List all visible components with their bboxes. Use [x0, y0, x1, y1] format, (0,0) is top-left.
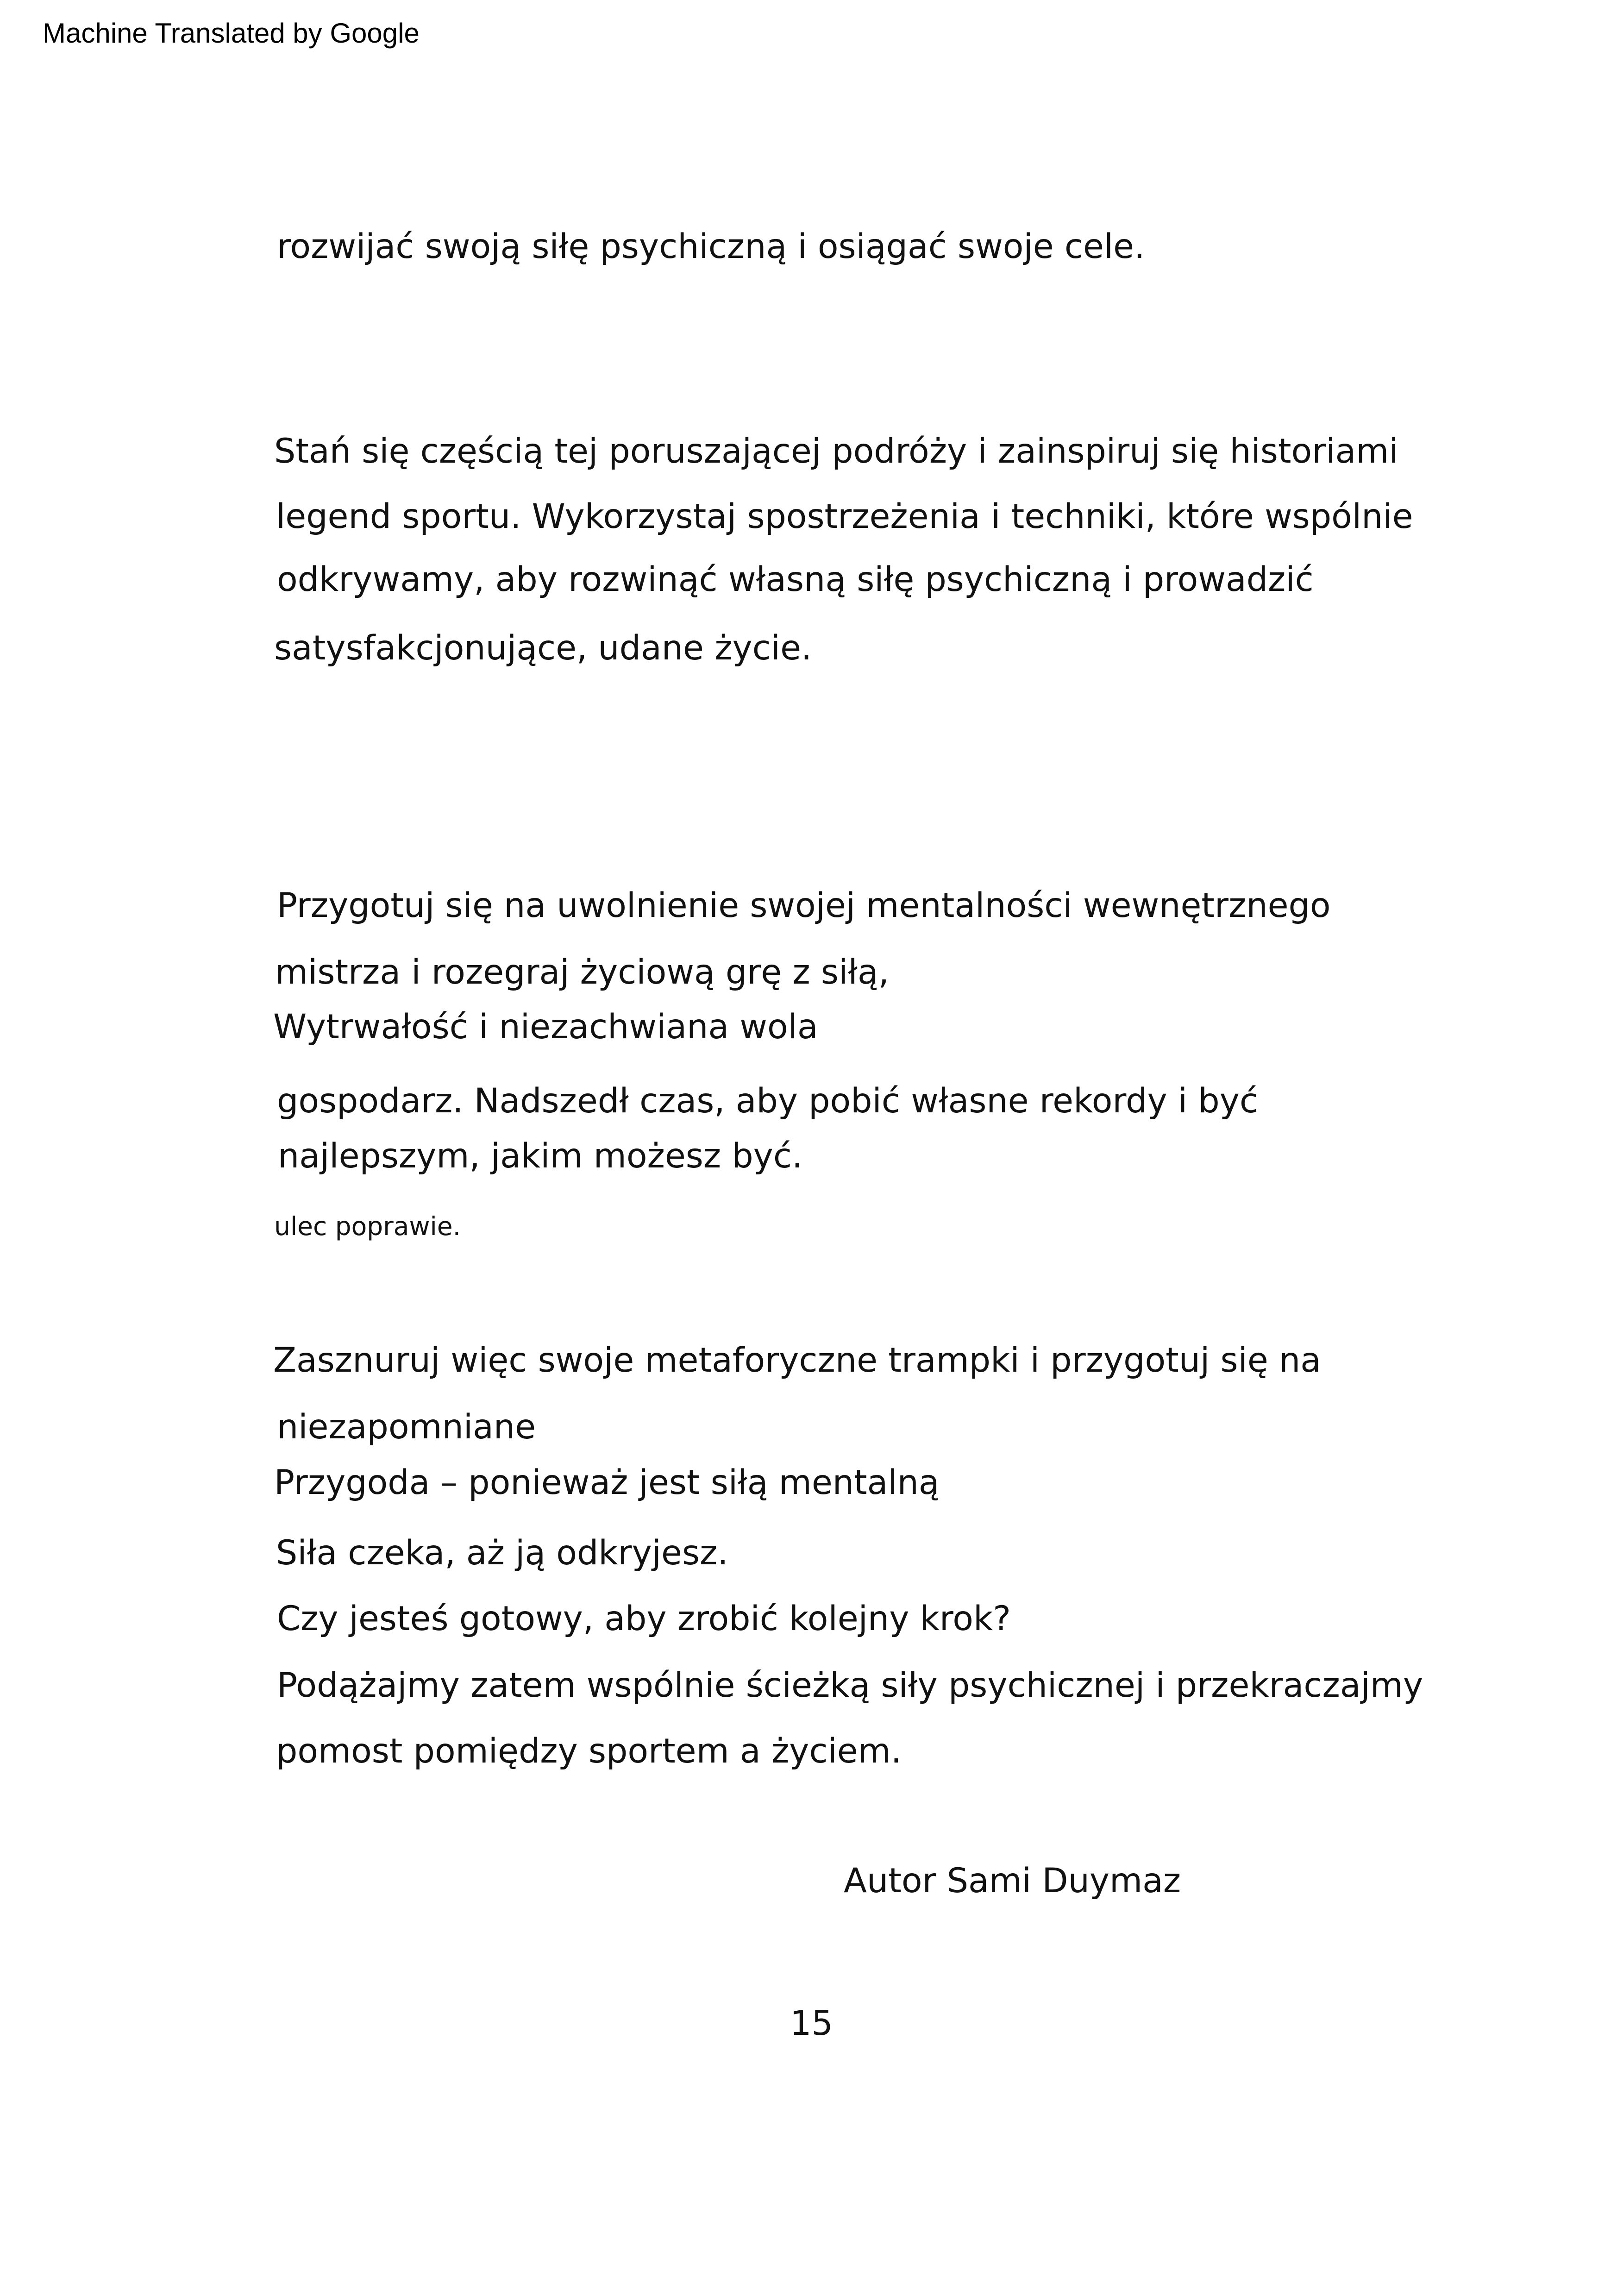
text-line: Siła czeka, aż ją odkryjesz.: [276, 1533, 728, 1573]
text-line: odkrywamy, aby rozwinąć własną siłę psychiczną i prowadzić: [277, 560, 1314, 599]
text-line: mistrza i rozegraj życiową grę z siłą,: [275, 953, 889, 992]
text-line: pomost pomiędzy sportem a życiem.: [276, 1731, 902, 1771]
text-line: Czy jesteś gotowy, aby zrobić kolejny krok?: [277, 1599, 1011, 1638]
text-line: Stań się częścią tej poruszającej podróży i zainspiruj się historiami: [274, 432, 1398, 471]
text-line: Podążajmy zatem wspólnie ścieżką siły psychicznej i przekraczajmy: [277, 1666, 1423, 1705]
text-line: satysfakcjonujące, udane życie.: [274, 628, 812, 668]
text-line: Wytrwałość i niezachwiana wola: [273, 1007, 818, 1047]
page-number: 15: [790, 2004, 833, 2043]
text-line: niezapomniane: [277, 1407, 536, 1447]
text-line: Przygoda – ponieważ jest siłą mentalną: [274, 1463, 940, 1502]
text-line: Zasznuruj więc swoje metaforyczne trampki i przygotuj się na: [273, 1341, 1321, 1380]
text-line: ulec poprawie.: [274, 1211, 461, 1241]
author-signature: Autor Sami Duymaz: [844, 1861, 1181, 1901]
text-line: Przygotuj się na uwolnienie swojej mentalności wewnętrznego: [277, 886, 1331, 925]
text-line: legend sportu. Wykorzystaj spostrzeżenia i techniki, które wspólnie: [276, 497, 1413, 536]
text-line: najlepszym, jakim możesz być.: [278, 1136, 803, 1176]
machine-translation-banner: Machine Translated by Google: [43, 18, 420, 49]
text-line: rozwijać swoją siłę psychiczną i osiągać swoje cele.: [277, 227, 1145, 266]
text-line: gospodarz. Nadszedł czas, aby pobić własne rekordy i być: [277, 1081, 1259, 1121]
